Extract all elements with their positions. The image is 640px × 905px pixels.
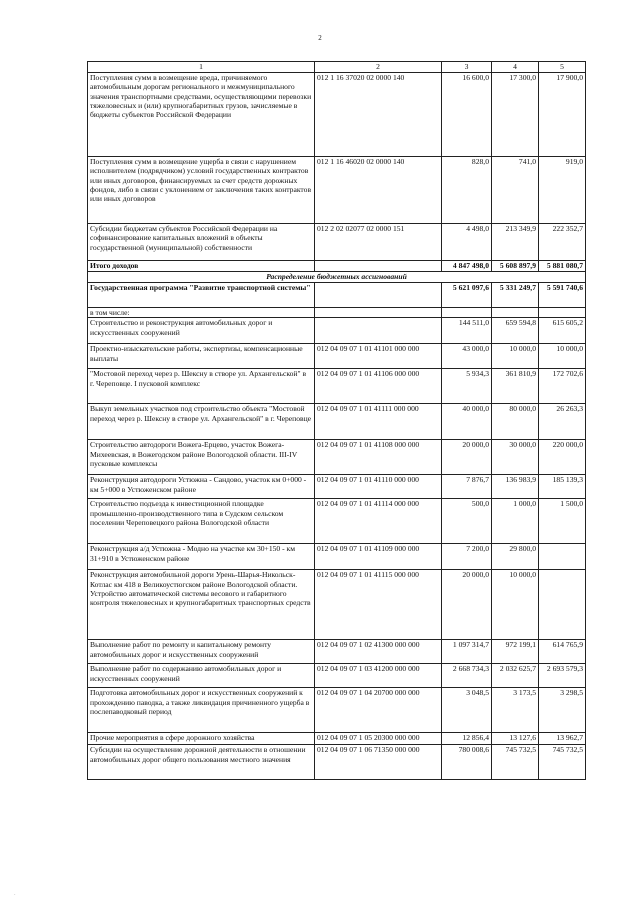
row-code: 012 04 09 07 1 01 41110 000 000 [315, 475, 442, 499]
table-body [88, 73, 586, 780]
row-value-1: 500,0 [442, 499, 492, 544]
row-code [315, 318, 442, 344]
row-code: 012 04 09 07 1 01 41114 000 000 [315, 499, 442, 544]
row-value-1: 5 621 097,6 [442, 283, 492, 308]
section-title: Распределение бюджетных ассигнований [88, 272, 586, 283]
row-value-2: 80 000,0 [492, 404, 539, 440]
row-value-2: 30 000,0 [492, 440, 539, 475]
row-value-2: 745 732,5 [492, 745, 539, 780]
row-value-1: 144 511,0 [442, 318, 492, 344]
table-row [88, 733, 586, 745]
row-value-1: 780 008,6 [442, 745, 492, 780]
row-value-3: 1 500,0 [539, 499, 586, 544]
table-row [88, 499, 586, 544]
row-name: Выполнение работ по содержанию автомобильных дорог и искусственных сооружений [88, 664, 315, 688]
row-value-1: 43 000,0 [442, 344, 492, 369]
table-row [88, 688, 586, 733]
table-row [88, 640, 586, 664]
row-name: Выкуп земельных участков под строительство объекта "Мостовой переход через р. Шексну в створе ул. Архангельской" в г. Череповце [88, 404, 315, 440]
row-value-3: 222 352,7 [539, 224, 586, 261]
row-value-3 [539, 544, 586, 570]
row-value-1: 20 000,0 [442, 440, 492, 475]
row-value-3: 5 591 740,6 [539, 283, 586, 308]
table-row [88, 73, 586, 157]
row-name: Субсидии на осуществление дорожной деятельности в отношении автомобильных дорог общего пользования местного значения [88, 745, 315, 780]
row-code: 012 2 02 02077 02 0000 151 [315, 224, 442, 261]
row-value-1: 16 600,0 [442, 73, 492, 157]
row-code: 012 04 09 07 1 01 41101 000 000 [315, 344, 442, 369]
row-code: 012 04 09 07 1 01 41108 000 000 [315, 440, 442, 475]
row-code: 012 1 16 37020 02 0000 140 [315, 73, 442, 157]
row-name: Субсидии бюджетам субъектов Российской Федерации на софинансирование капитальных вложений в объекты государственной (муниципальной) собственности [88, 224, 315, 261]
section-row [88, 272, 586, 283]
row-value-2: 3 173,5 [492, 688, 539, 733]
row-code: 012 04 09 07 1 03 41200 000 000 [315, 664, 442, 688]
row-value-1: 2 668 734,3 [442, 664, 492, 688]
row-code: 012 04 09 07 1 06 71350 000 000 [315, 745, 442, 780]
row-value-3: 13 962,7 [539, 733, 586, 745]
row-value-2: 5 608 897,9 [492, 261, 539, 272]
table-row [88, 440, 586, 475]
row-value-3: 2 693 579,3 [539, 664, 586, 688]
header-col-3: 3 [442, 62, 492, 73]
row-value-3: 17 900,0 [539, 73, 586, 157]
row-value-2: 1 000,0 [492, 499, 539, 544]
row-name: Реконструкция автомобильной дороги Урень-Шарья-Никольск-Котлас км 418 в Великоустюгском районе Вологодской области. Устройство автоматической системы весового и габаритного контроля тяжеловесных и крупногабаритных транспортных средств [88, 570, 315, 640]
row-value-1: 828,0 [442, 157, 492, 224]
row-value-2: 10 000,0 [492, 344, 539, 369]
table-row [88, 224, 586, 261]
row-name: Строительство подъезда к инвестиционной площадке промышленно-производственного типа в Судском сельском поселении Череповецкого района Вологодской области [88, 499, 315, 544]
row-value-3: 615 605,2 [539, 318, 586, 344]
table-row [88, 570, 586, 640]
row-value-3: 185 139,3 [539, 475, 586, 499]
row-name: Строительство автодороги Вожега-Ерцево, участок Вожега-Михеевская, в Вожегодском районе Вологодской области. III-IV пусковые комплексы [88, 440, 315, 475]
row-code: 012 1 16 46020 02 0000 140 [315, 157, 442, 224]
row-value-1: 4 498,0 [442, 224, 492, 261]
table-row [88, 544, 586, 570]
header-row [88, 62, 586, 73]
row-value-2: 5 331 249,7 [492, 283, 539, 308]
row-value-3: 919,0 [539, 157, 586, 224]
row-value-1: 12 856,4 [442, 733, 492, 745]
header-col-1: 1 [88, 62, 315, 73]
table-row [88, 308, 586, 318]
row-value-1: 20 000,0 [442, 570, 492, 640]
row-code: 012 04 09 07 1 01 41115 000 000 [315, 570, 442, 640]
row-value-2: 213 349,9 [492, 224, 539, 261]
table-row [88, 344, 586, 369]
row-name: "Мостовой переход через р. Шексну в створе ул. Архангельской" в г. Череповце. I пусковой комплекс [88, 369, 315, 404]
header-col-2: 2 [315, 62, 442, 73]
row-value-2: 361 810,9 [492, 369, 539, 404]
row-value-2: 13 127,6 [492, 733, 539, 745]
page-number: 2 [318, 34, 322, 42]
row-name: Поступления сумм в возмещение ущерба в связи с нарушением исполнителем (подрядчиком) условий государственных контрактов или иных договоров, финансируемых за счет средств дорожных фондов, либо в связи с уклонением от заключения таких контрактов или иных договоров [88, 157, 315, 224]
row-value-1 [442, 308, 492, 318]
row-name: Реконструкция а/д Устюжна - Модно на участке км 30+150 - км 31+910 в Устюженском районе [88, 544, 315, 570]
table-row [88, 369, 586, 404]
budget-table [87, 61, 586, 780]
row-code: 012 04 09 07 1 04 20700 000 000 [315, 688, 442, 733]
row-name: Проектно-изыскательские работы, экспертизы, компенсационные выплаты [88, 344, 315, 369]
row-value-2: 2 032 625,7 [492, 664, 539, 688]
row-value-1: 3 048,5 [442, 688, 492, 733]
row-value-3: 5 881 080,7 [539, 261, 586, 272]
row-value-3: 220 000,0 [539, 440, 586, 475]
row-value-2: 136 983,9 [492, 475, 539, 499]
row-value-1: 5 934,3 [442, 369, 492, 404]
row-value-2: 17 300,0 [492, 73, 539, 157]
row-name: Строительство и реконструкция автомобильных дорог и искусственных сооружений [88, 318, 315, 344]
row-value-2 [492, 308, 539, 318]
row-code: 012 04 09 07 1 01 41106 000 000 [315, 369, 442, 404]
row-code: 012 04 09 07 1 01 41111 000 000 [315, 404, 442, 440]
row-name: Подготовка автомобильных дорог и искусственных сооружений к прохождению паводка, а также ликвидация причиненного ущерба в послепаводковый период [88, 688, 315, 733]
row-value-2: 741,0 [492, 157, 539, 224]
row-code: 012 04 09 07 1 01 41109 000 000 [315, 544, 442, 570]
margin-mark: · [14, 893, 16, 898]
row-value-1: 4 847 498,0 [442, 261, 492, 272]
table-row [88, 664, 586, 688]
table-row [88, 404, 586, 440]
row-value-3 [539, 308, 586, 318]
row-value-3: 172 702,6 [539, 369, 586, 404]
row-value-2: 10 000,0 [492, 570, 539, 640]
row-name: Выполнение работ по ремонту и капитальному ремонту автомобильных дорог и искусственных сооружений [88, 640, 315, 664]
table-row [88, 475, 586, 499]
row-value-3: 3 298,5 [539, 688, 586, 733]
row-code [315, 261, 442, 272]
row-code: 012 04 09 07 1 02 41300 000 000 [315, 640, 442, 664]
row-code [315, 283, 442, 308]
row-value-2: 29 800,0 [492, 544, 539, 570]
row-value-3: 745 732,5 [539, 745, 586, 780]
table-row [88, 318, 586, 344]
table-row [88, 157, 586, 224]
table-row [88, 745, 586, 780]
row-name: Прочие мероприятия в сфере дорожного хозяйства [88, 733, 315, 745]
row-value-1: 7 200,0 [442, 544, 492, 570]
row-value-3 [539, 570, 586, 640]
row-name: Поступления сумм в возмещение вреда, причиняемого автомобильным дорогам регионального и межмуниципального значения транспортными средствами, осуществляющими перевозки тяжеловесных и (или) крупногабаритных грузов, зачисляемые в бюджеты субъектов Российской Федерации [88, 73, 315, 157]
row-value-2: 972 199,1 [492, 640, 539, 664]
row-value-1: 40 000,0 [442, 404, 492, 440]
row-value-3: 614 765,9 [539, 640, 586, 664]
row-code [315, 308, 442, 318]
row-value-1: 1 097 314,7 [442, 640, 492, 664]
row-value-2: 659 594,8 [492, 318, 539, 344]
row-name: Государственная программа "Развитие транспортной системы" [88, 283, 315, 308]
row-value-1: 7 876,7 [442, 475, 492, 499]
header-col-5: 5 [539, 62, 586, 73]
header-col-4: 4 [492, 62, 539, 73]
row-value-3: 10 000,0 [539, 344, 586, 369]
row-value-3: 26 263,3 [539, 404, 586, 440]
row-name: Реконструкция автодороги Устюжна - Сандово, участок км 0+000 - км 5+000 в Устюженском районе [88, 475, 315, 499]
row-code: 012 04 09 07 1 05 20300 000 000 [315, 733, 442, 745]
row-name: Итого доходов [88, 261, 315, 272]
total-row [88, 261, 586, 272]
table-row [88, 283, 586, 308]
row-name: в том числе: [88, 308, 315, 318]
